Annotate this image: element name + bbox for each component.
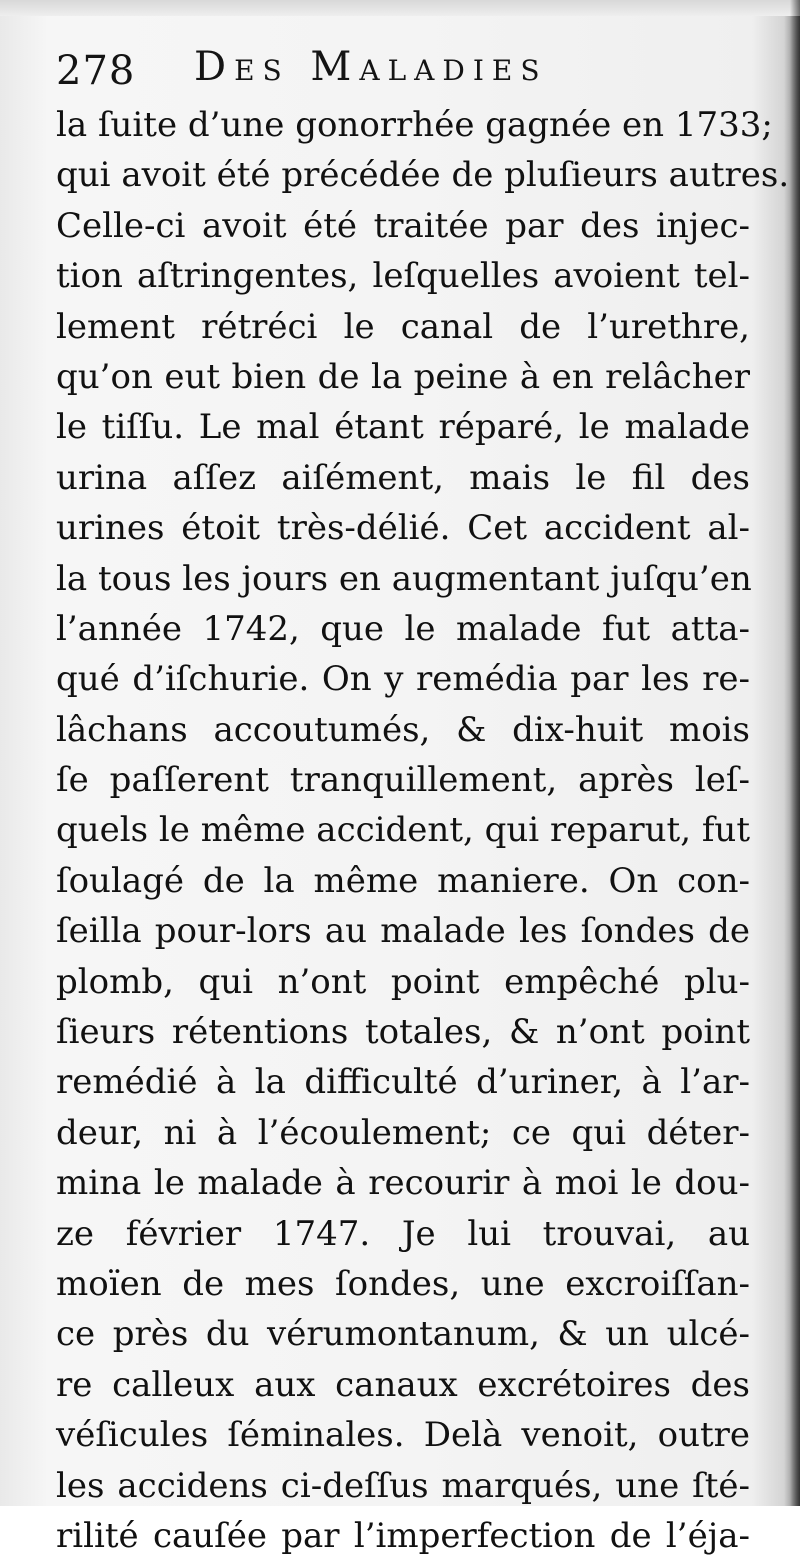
- page-gutter-shadow: [790, 0, 800, 1506]
- text-line: lement rétréci le canal de l’urethre,: [56, 306, 750, 347]
- page-top-edge: [0, 0, 800, 16]
- text-line: remédié à la difficulté d’uriner, à l’ar-: [56, 1062, 750, 1103]
- text-line: le tiſſu. Le mal étant réparé, le malade: [56, 407, 750, 448]
- text-line: quels le même accident, qui reparut, fut: [56, 810, 750, 851]
- text-line: tion aſtringentes, leſquelles avoient tel-: [56, 256, 750, 297]
- text-line: qu’on eut bien de la peine à en relâcher: [56, 356, 750, 397]
- text-line: ſoulagé de la même maniere. On con-: [56, 860, 750, 901]
- text-line: la tous les jours en augmentant juſqu’en: [56, 558, 752, 599]
- text-line: véſicules ſéminales. Delà venoit, outre: [56, 1415, 750, 1456]
- text-line: ſieurs rétentions totales, & n’ont point: [56, 1012, 750, 1053]
- text-line: rilité cauſée par l’imperfection de l’éja-: [56, 1515, 750, 1556]
- text-line: moïen de mes ſondes, une excroiſſan-: [56, 1263, 750, 1304]
- running-head: Des Maladies: [194, 44, 548, 90]
- text-line: deur, ni à l’écoulement; ce qui déter-: [56, 1112, 750, 1153]
- text-line: ſe paſſerent tranquillement, après leſ-: [56, 760, 750, 801]
- text-line: ze février 1747. Je lui trouvai, au: [56, 1213, 750, 1254]
- text-line: urines étoit très-délié. Cet accident al-: [56, 508, 750, 549]
- text-line: ce près du vérumontanum, & un ulcé-: [56, 1314, 750, 1355]
- text-line: qué d’iſchurie. On y remédia par les re-: [56, 659, 750, 700]
- text-line: plomb, qui n’ont point empêché plu-: [56, 961, 750, 1002]
- page-number: 278: [56, 48, 136, 94]
- text-line: re calleux aux canaux excrétoires des: [56, 1364, 750, 1405]
- text-line: la ſuite d’une gonorrhée gagnée en 1733;: [56, 105, 773, 145]
- text-line: Celle-ci avoit été traitée par des injec-: [56, 205, 750, 246]
- text-line: lâchans accoutumés, & dix-huit mois: [56, 709, 750, 750]
- text-line: urina aſſez aiſément, mais le fil des: [56, 457, 750, 498]
- text-line: mina le malade à recourir à moi le dou-: [56, 1163, 750, 1204]
- text-line: ſeilla pour-lors au malade les ſondes de: [56, 911, 750, 952]
- page-header: [56, 44, 756, 100]
- text-line: les accidens ci-deſſus marqués, une ſté-: [56, 1465, 750, 1506]
- text-line: l’année 1742, que le malade fut atta-: [56, 608, 750, 649]
- body-text: [56, 100, 790, 1561]
- text-line: qui avoit été précédée de pluſieurs autres.: [56, 155, 790, 196]
